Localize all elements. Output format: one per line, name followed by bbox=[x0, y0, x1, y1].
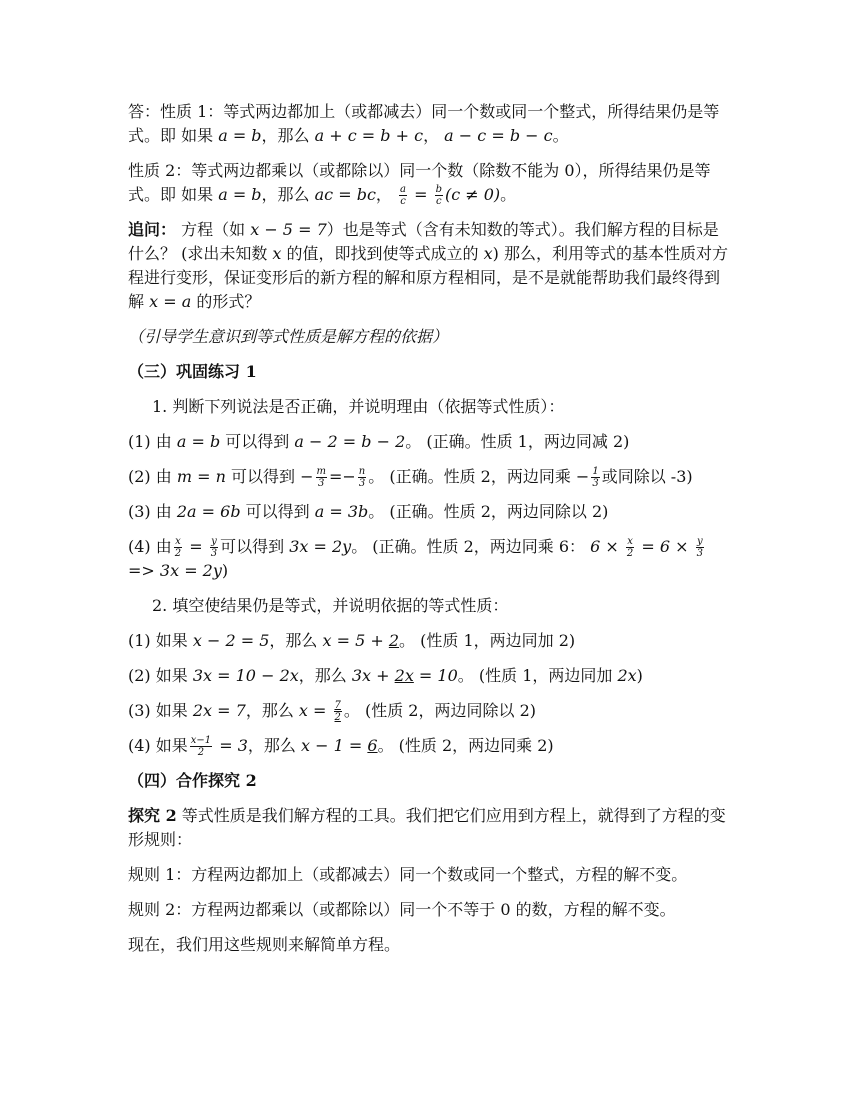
text: ， bbox=[423, 126, 445, 145]
guidance-note: （引导学生意识到等式性质是解方程的依据） bbox=[128, 327, 449, 346]
text: ，那么 bbox=[261, 126, 315, 145]
math: ac = bc bbox=[314, 185, 376, 204]
q1-item-3: (3) 由 2a = 6b 可以得到 a = 3b。 (正确。性质 2，两边同除以 2) bbox=[128, 502, 609, 521]
math: = bbox=[408, 185, 433, 204]
fraction: $\frac{a}{c}$ bbox=[400, 184, 406, 207]
math: a + c = b + c bbox=[314, 126, 424, 145]
closing-line: 现在，我们用这些规则来解简单方程。 bbox=[128, 935, 401, 954]
follow-up-question: 追问： 方程（如 x − 5 = 7）也是等式（含有未知数的等式）。我们解方程的目标是什么？ (求出未知数 x 的值，即找到使等式成立的 x) 那么，利用等式的基本性质对方程进行变形，保证变形后的新方程的解和原方程相同，是不是就能帮助我们最终得到解 x = a 的形式？ bbox=[128, 220, 729, 311]
question-1: 1. 判断下列说法是否正确，并说明理由（依据等式性质）： bbox=[152, 397, 565, 416]
fraction: $\frac{b}{c}$ bbox=[435, 184, 442, 207]
q1-item-2: (2) 由 m = n 可以得到 − $\frac{m}{3}$ =− $\frac{n}{3}$ 。 (正确。性质 2，两边同乘 − $\frac{1}{3}$ 或同除以 -3) bbox=[128, 466, 693, 489]
q2-item-2: (2) 如果 3x = 10 − 2x，那么 3x + 2x = 10。 (性质 1，两边同加 2x) bbox=[128, 666, 643, 685]
math: a = b bbox=[218, 126, 262, 145]
math: a − c = b − c bbox=[444, 126, 553, 145]
text: 答：性质 1：等式两边都加上（或都减去）同一个数或同一个整式，所得结果仍是等式。即 如果 bbox=[128, 102, 720, 145]
math: (c ≠ 0) bbox=[444, 185, 501, 204]
rule-1: 规则 1：方程两边都加上（或都减去）同一个数或同一个整式，方程的解不变。 bbox=[128, 865, 688, 884]
text: ，那么 bbox=[261, 185, 315, 204]
q2-item-1: (1) 如果 x − 2 = 5，那么 x = 5 + 2。 (性质 1，两边同加 2) bbox=[128, 631, 576, 650]
answer-blank: $\frac{7}{2}$ bbox=[334, 700, 341, 723]
label: 追问： bbox=[128, 220, 177, 239]
text: 。 bbox=[500, 185, 517, 204]
q1-item-1: (1) 由 a = b 可以得到 a − 2 = b − 2。 (正确。性质 1，两边同减 2) bbox=[128, 432, 630, 451]
explore-2-paragraph: 探究 2 等式性质是我们解方程的工具。我们把它们应用到方程上，就得到了方程的变形规则： bbox=[128, 806, 726, 849]
text: 性质 2：等式两边都乘以（或都除以）同一个数（除数不能为 0），所得结果仍是等式。即 如果 bbox=[128, 161, 711, 204]
property-1-paragraph bbox=[128, 100, 733, 148]
text: ， bbox=[375, 185, 398, 204]
q2-item-3: (3) 如果 2x = 7，那么 x = $\frac{7}{2}$ 。 (性质 2，两边同除以 2) bbox=[128, 700, 536, 723]
q2-item-4: (4) 如果 $\frac{x-1}{2}$ = 3，那么 x − 1 = 6。 (性质 2，两边同乘 2) bbox=[128, 735, 554, 758]
answer-blank: 2x bbox=[394, 666, 414, 685]
answer-blank: 6 bbox=[367, 736, 378, 755]
text: 。 bbox=[552, 126, 569, 145]
document-body bbox=[128, 100, 733, 968]
section-heading-3: （三）巩固练习 1 bbox=[128, 362, 257, 381]
math: a = b bbox=[218, 185, 262, 204]
answer-blank: 2 bbox=[388, 631, 400, 650]
q1-item-4: (4) 由 $\frac{x}{2}$ = $\frac{y}{3}$ 可以得到 3x = 2y。 (正确。性质 2，两边同乘 6： 6 × $\frac{x}{2}$ = 6 × $\frac{y}{3}$ => 3x = 2y) bbox=[128, 536, 703, 580]
property-2-paragraph bbox=[128, 159, 733, 207]
section-heading-4: （四）合作探究 2 bbox=[128, 771, 257, 790]
rule-2: 规则 2：方程两边都乘以（或都除以）同一个不等于 0 的数，方程的解不变。 bbox=[128, 900, 676, 919]
question-2: 2. 填空使结果仍是等式，并说明依据的等式性质： bbox=[152, 596, 509, 615]
